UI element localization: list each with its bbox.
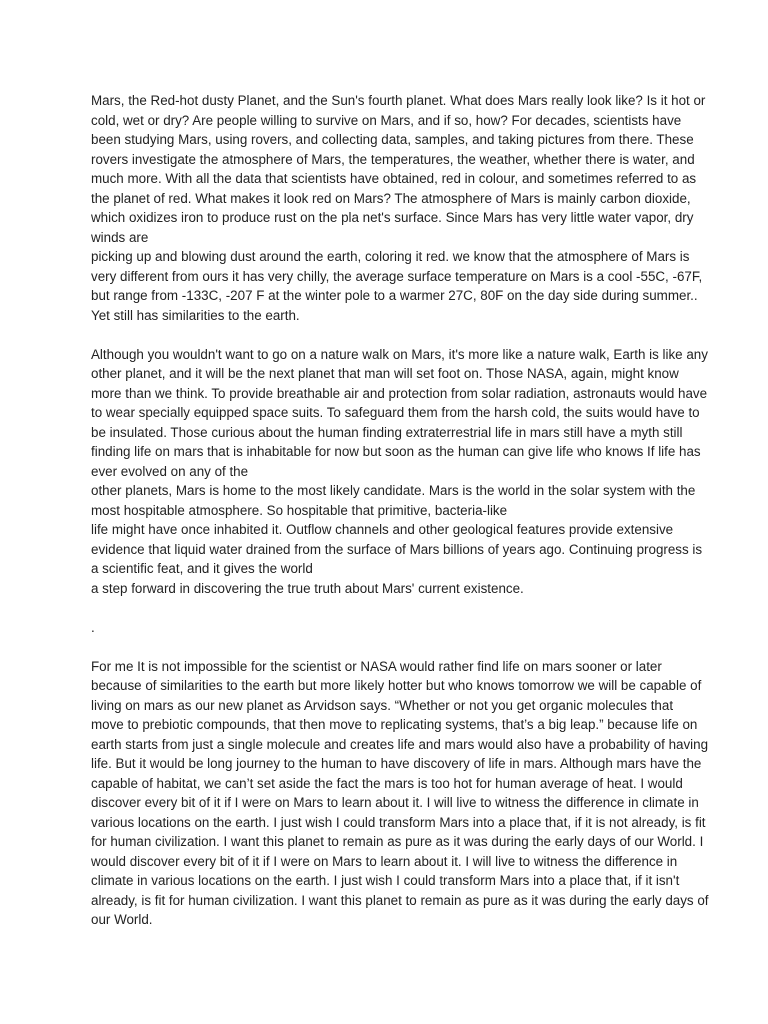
paragraph-nature-walk: Although you wouldn't want to go on a nature walk on Mars, it's more like a nature walk, Earth is like any other planet, and it will be the next planet that man will set foot on. Those NASA, again, might know more than we think. To provide breathable air and protection from solar radiation, astronauts would have to wear specially equipped space suits. To safeguard them from the harsh cold, the suits would have to be insulated. Those curious about the human finding extraterrestrial life in mars still have a myth still finding life on mars that is inhabitable for now but soon as the human can give life who knows If life has ever evolved on any of the other planets, Mars is home to the most likely candidate. Mars is the world in the solar system with the most hospitable atmosphere. So hospitable that primitive, bacteria-like life might have once inhabited it. Outflow channels and other geological features provide extensive evidence that liquid water drained from the surface of Mars billions of years ago. Continuing progress is a scientific feat, and it gives the world a step forward in discovering the true truth about Mars' current existence. <box>91 346 708 596</box>
document-page <box>91 91 709 949</box>
separator-dot: . <box>91 619 95 635</box>
paragraph-mars-description: Mars, the Red-hot dusty Planet, and the Sun's fourth planet. What does Mars really look like? Is it hot or cold, wet or dry? Are people willing to survive on Mars, and if so, how? For decades, scientists have been studying Mars, using rovers, and collecting data, samples, and taking pictures from there. These rovers investigate the atmosphere of Mars, the temperatures, the weather, whether there is water, and much more. With all the data that scientists have obtained, red in colour, and sometimes referred to as the planet of red. What makes it look red on Mars? The atmosphere of Mars is mainly carbon dioxide, which oxidizes iron to produce rust on the pla net's surface. Since Mars has very little water vapor, dry winds are picking up and blowing dust around the earth, coloring it red. we know that the atmosphere of Mars is very different from ours it has very chilly, the average surface temperature on Mars is a cool -55C, -67F, but range from -133C, -207 F at the winter pole to a warmer 27C, 80F on the day side during summer.. Yet still has similarities to the earth. <box>91 93 706 323</box>
paragraph-conclusion: For me It is not impossible for the scientist or NASA would rather find life on mars sooner or later because of similarities to the earth but more likely hotter but who knows tomorrow we will be capable of living on mars as our new planet as Arvidson says. “Whether or not you get organic molecules that move to prebiotic compounds, that then move to replicating systems, that’s a big leap.” because life on earth starts from just a single molecule and creates life and mars would also have a probability of having life. But it would be long journey to the human to have discovery of life in mars. Although mars have the capable of habitat, we can’t set aside the fact the mars is too hot for human average of heat. I would discover every bit of it if I were on Mars to learn about it. I will live to witness the difference in climate in various locations on the earth. I just wish I could transform Mars into a place that, if it is not already, is fit for human civilization. I want this planet to remain as pure as it was during the early days of our World. I would discover every bit of it if I were on Mars to learn about it. I will live to witness the difference in climate in various locations on the earth. I just wish I could transform Mars into a place that, if it isn't already, is fit for human civilization. I want this planet to remain as pure as it was during the early days of our World. <box>91 658 709 927</box>
